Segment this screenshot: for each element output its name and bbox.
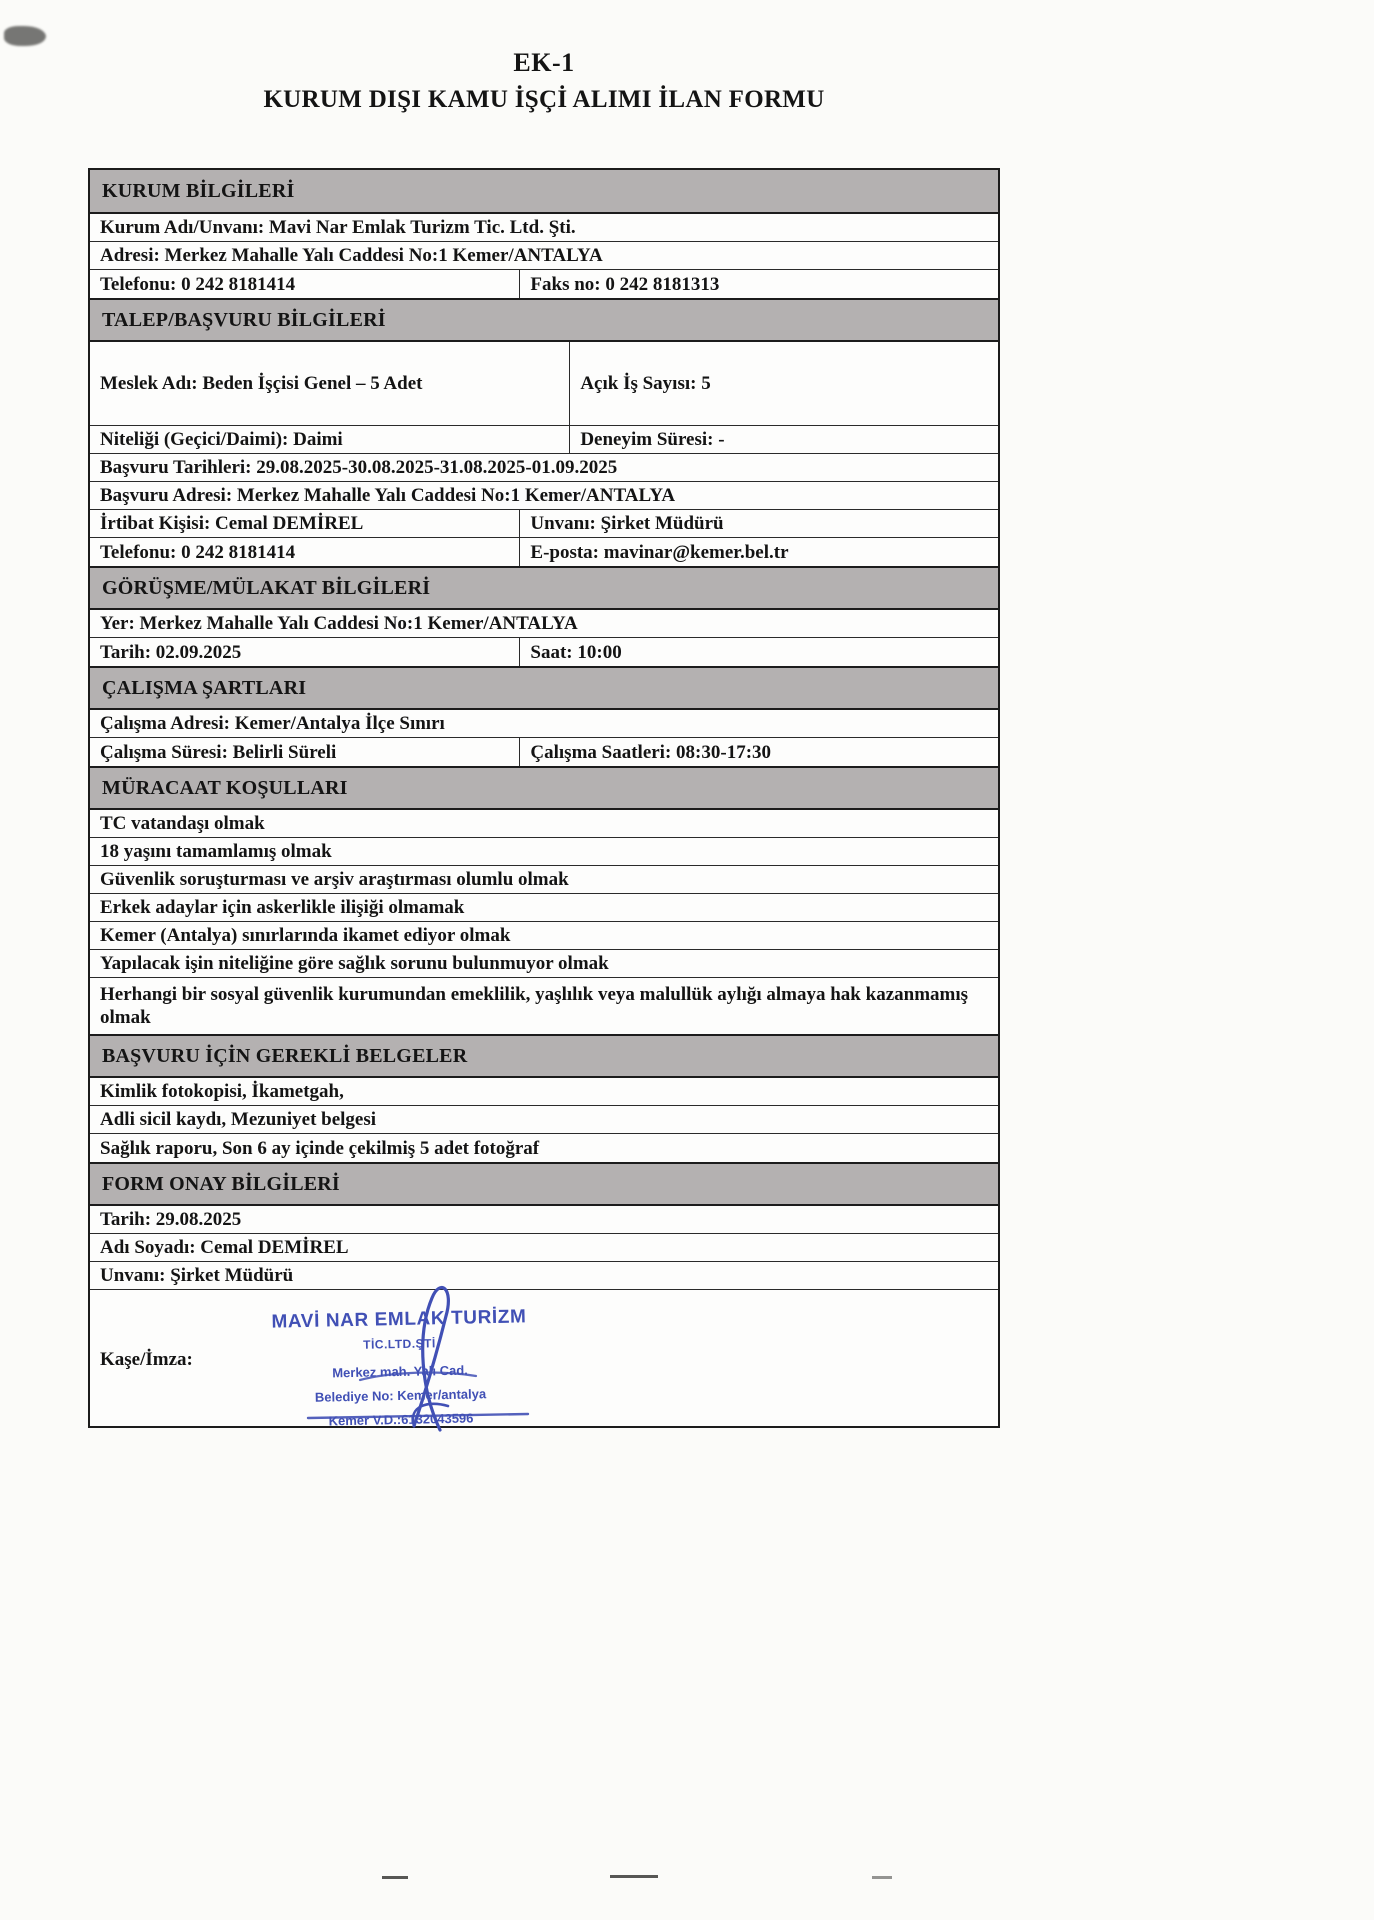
stamp-line-3: Merkez mah. Yalı Cad. (332, 1362, 468, 1381)
field-basvuru-adresi: Başvuru Adresi: Merkez Mahalle Yalı Caddesi No:1 Kemer/ANTALYA (90, 482, 998, 510)
scan-artifact (610, 1875, 658, 1878)
field-irtibat-kisisi: İrtibat Kişisi: Cemal DEMİREL (90, 510, 520, 537)
field-acik-is-sayisi: Açık İş Sayısı: 5 (580, 373, 711, 394)
field-telefonu-2: Telefonu: 0 242 8181414 (90, 538, 520, 566)
field-basvuru-tarihleri: Başvuru Tarihleri: 29.08.2025-30.08.2025-31.08.2025-01.09.2025 (90, 454, 998, 482)
section-header-muracaat-kosullari: MÜRACAAT KOŞULLARI (90, 766, 998, 810)
field-telefonu: Telefonu: 0 242 8181414 (90, 270, 520, 298)
field-adi-soyadi: Adı Soyadı: Cemal DEMİREL (90, 1234, 998, 1262)
section-gerekli-belgeler (90, 1034, 998, 1162)
condition-item: TC vatandaşı olmak (90, 810, 998, 838)
section-muracaat-kosullari (90, 766, 998, 1034)
condition-item: Güvenlik soruşturması ve arşiv araştırması olumlu olmak (90, 866, 998, 894)
field-eposta: E-posta: mavinar@kemer.bel.tr (530, 541, 789, 563)
document-item: Adli sicil kaydı, Mezuniyet belgesi (90, 1106, 998, 1134)
field-meslek-adi: Meslek Adı: Beden İşçisi Genel – 5 Adet (90, 342, 570, 425)
row-telefon-faks (90, 270, 998, 298)
form-code: EK-1 (513, 48, 575, 77)
form-table (88, 168, 1000, 1428)
section-header-gorusme: GÖRÜŞME/MÜLAKAT BİLGİLERİ (90, 566, 998, 610)
field-unvani: Unvanı: Şirket Müdürü (530, 513, 724, 534)
stamp-line-1: MAVİ NAR EMLAK TURİZM (271, 1306, 527, 1333)
row-meslek-adi (90, 342, 998, 426)
condition-item: Kemer (Antalya) sınırlarında ikamet ediyor olmak (90, 922, 998, 950)
condition-item: Yapılacak işin niteliğine göre sağlık sorunu bulunmuyor olmak (90, 950, 998, 978)
section-header-gerekli-belgeler: BAŞVURU İÇİN GEREKLİ BELGELER (90, 1034, 998, 1078)
field-niteligi: Niteliği (Geçici/Daimi): Daimi (90, 426, 570, 453)
scan-artifact (872, 1876, 892, 1879)
field-calisma-suresi: Çalışma Süresi: Belirli Süreli (90, 738, 520, 766)
row-tarih-saat (90, 638, 998, 666)
field-kase-imza-label: Kaşe/İmza: (100, 1349, 193, 1370)
stamp-line-5: Kemer V.D.:6132043596 (328, 1410, 474, 1429)
section-header-calisma-sartlari: ÇALIŞMA ŞARTLARI (90, 666, 998, 710)
document-item: Sağlık raporu, Son 6 ay içinde çekilmiş 5 adet fotoğraf (100, 1137, 540, 1159)
field-saat: Saat: 10:00 (530, 641, 622, 663)
section-header-form-onay: FORM ONAY BİLGİLERİ (90, 1162, 998, 1206)
row-telefon-eposta (90, 538, 998, 566)
section-kurum-bilgileri (90, 170, 998, 298)
form-title: KURUM DIŞI KAMU İŞÇİ ALIMI İLAN FORMU (263, 86, 825, 113)
field-faks: Faks no: 0 242 8181313 (530, 273, 720, 295)
field-onay-tarih: Tarih: 29.08.2025 (90, 1206, 998, 1234)
row-irtibat (90, 510, 998, 538)
section-talep-basvuru (90, 298, 998, 566)
section-header-kurum-bilgileri: KURUM BİLGİLERİ (90, 170, 998, 214)
field-tarih: Tarih: 02.09.2025 (90, 638, 520, 666)
condition-item: Erkek adaylar için askerlikle ilişiği olmamak (90, 894, 998, 922)
section-gorusme (90, 566, 998, 666)
document-title (88, 48, 1000, 114)
condition-item: 18 yaşını tamamlamış olmak (90, 838, 998, 866)
field-yer: Yer: Merkez Mahalle Yalı Caddesi No:1 Kemer/ANTALYA (90, 610, 998, 638)
row-kase-imza (90, 1290, 998, 1429)
scan-artifact (4, 26, 46, 46)
company-stamp (249, 1305, 552, 1434)
stamp-line-2: TİC.LTD.ŞTİ (363, 1336, 436, 1352)
scan-artifact (382, 1876, 408, 1879)
stamp-line-4: Belediye No: Kemer/antalya (314, 1386, 487, 1405)
condition-item: Herhangi bir sosyal güvenlik kurumundan emeklilik, yaşlılık veya malullük aylığı almaya hak kazanmamış olmak (100, 984, 969, 1028)
section-form-onay (90, 1162, 998, 1429)
field-adresi: Adresi: Merkez Mahalle Yalı Caddesi No:1 Kemer/ANTALYA (90, 242, 998, 270)
field-calisma-adresi: Çalışma Adresi: Kemer/Antalya İlçe Sınırı (90, 710, 998, 738)
field-onay-unvani: Unvanı: Şirket Müdürü (90, 1262, 998, 1290)
section-header-talep-basvuru: TALEP/BAŞVURU BİLGİLERİ (90, 298, 998, 342)
field-calisma-saatleri: Çalışma Saatleri: 08:30-17:30 (530, 741, 772, 763)
field-deneyim-suresi: Deneyim Süresi: - (580, 429, 725, 450)
row-calisma-suresi-saatleri (90, 738, 998, 766)
row-niteligi (90, 426, 998, 454)
document-item: Kimlik fotokopisi, İkametgah, (90, 1078, 998, 1106)
section-calisma-sartlari (90, 666, 998, 766)
field-kurum-adi: Kurum Adı/Unvanı: Mavi Nar Emlak Turizm Tic. Ltd. Şti. (90, 214, 998, 242)
